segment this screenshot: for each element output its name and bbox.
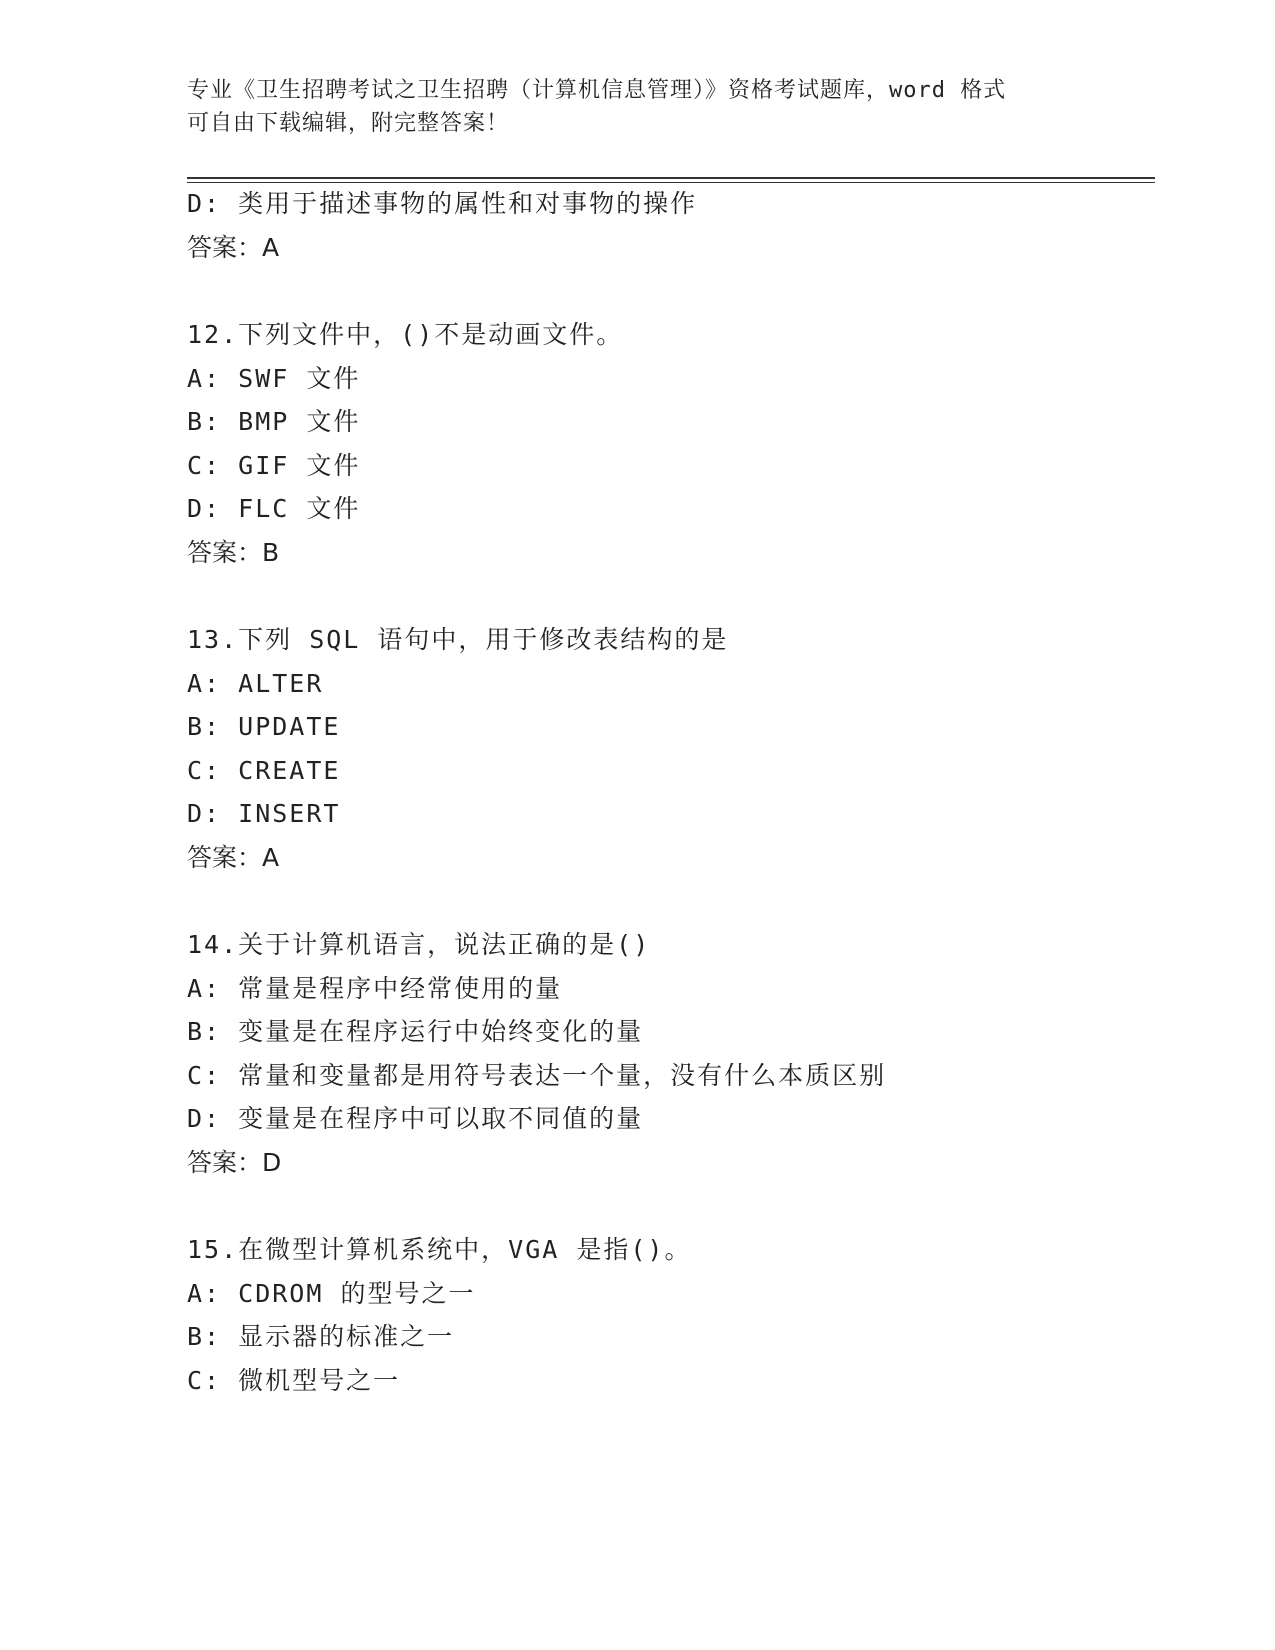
question-15-option-b: B: 显示器的标准之一 bbox=[187, 1322, 455, 1351]
header-divider-thick bbox=[187, 177, 1155, 179]
question-15-option-c: C: 微机型号之一 bbox=[187, 1366, 401, 1395]
header-divider-thin bbox=[187, 182, 1155, 183]
question-13-option-b: B: UPDATE bbox=[187, 712, 341, 741]
question-15-option-a: A: CDROM 的型号之一 bbox=[187, 1279, 476, 1308]
question-12-stem: 12.下列文件中，()不是动画文件。 bbox=[187, 320, 624, 349]
question-13-option-c: C: CREATE bbox=[187, 756, 341, 785]
question-12-answer: 答案：B bbox=[187, 538, 280, 567]
question-13-stem: 13.下列 SQL 语句中，用于修改表结构的是 bbox=[187, 625, 729, 654]
question-12-option-d: D: FLC 文件 bbox=[187, 494, 361, 523]
question-13-option-a: A: ALTER bbox=[187, 669, 324, 698]
header-line-2: 可自由下载编辑，附完整答案！ bbox=[187, 111, 510, 136]
option-d-prev: D: 类用于描述事物的属性和对事物的操作 bbox=[187, 189, 698, 218]
question-12-option-b: B: BMP 文件 bbox=[187, 407, 361, 436]
question-12-option-a: A: SWF 文件 bbox=[187, 364, 361, 393]
question-13-option-d: D: INSERT bbox=[187, 799, 341, 828]
answer-prev: 答案：A bbox=[187, 233, 280, 262]
question-15-stem: 15.在微型计算机系统中，VGA 是指()。 bbox=[187, 1235, 692, 1264]
question-14-stem: 14.关于计算机语言，说法正确的是() bbox=[187, 930, 651, 959]
header-line-1: 专业《卫生招聘考试之卫生招聘（计算机信息管理）》资格考试题库，word 格式 bbox=[187, 78, 1007, 103]
question-14-option-b: B: 变量是在程序运行中始终变化的量 bbox=[187, 1017, 644, 1046]
question-13-answer: 答案：A bbox=[187, 843, 280, 872]
question-14-option-c: C: 常量和变量都是用符号表达一个量，没有什么本质区别 bbox=[187, 1061, 887, 1090]
question-12-option-c: C: GIF 文件 bbox=[187, 451, 361, 480]
question-14-option-a: A: 常量是程序中经常使用的量 bbox=[187, 974, 563, 1003]
document-header bbox=[187, 74, 1087, 140]
question-14-answer: 答案：D bbox=[187, 1148, 282, 1177]
question-14-option-d: D: 变量是在程序中可以取不同值的量 bbox=[187, 1104, 644, 1133]
